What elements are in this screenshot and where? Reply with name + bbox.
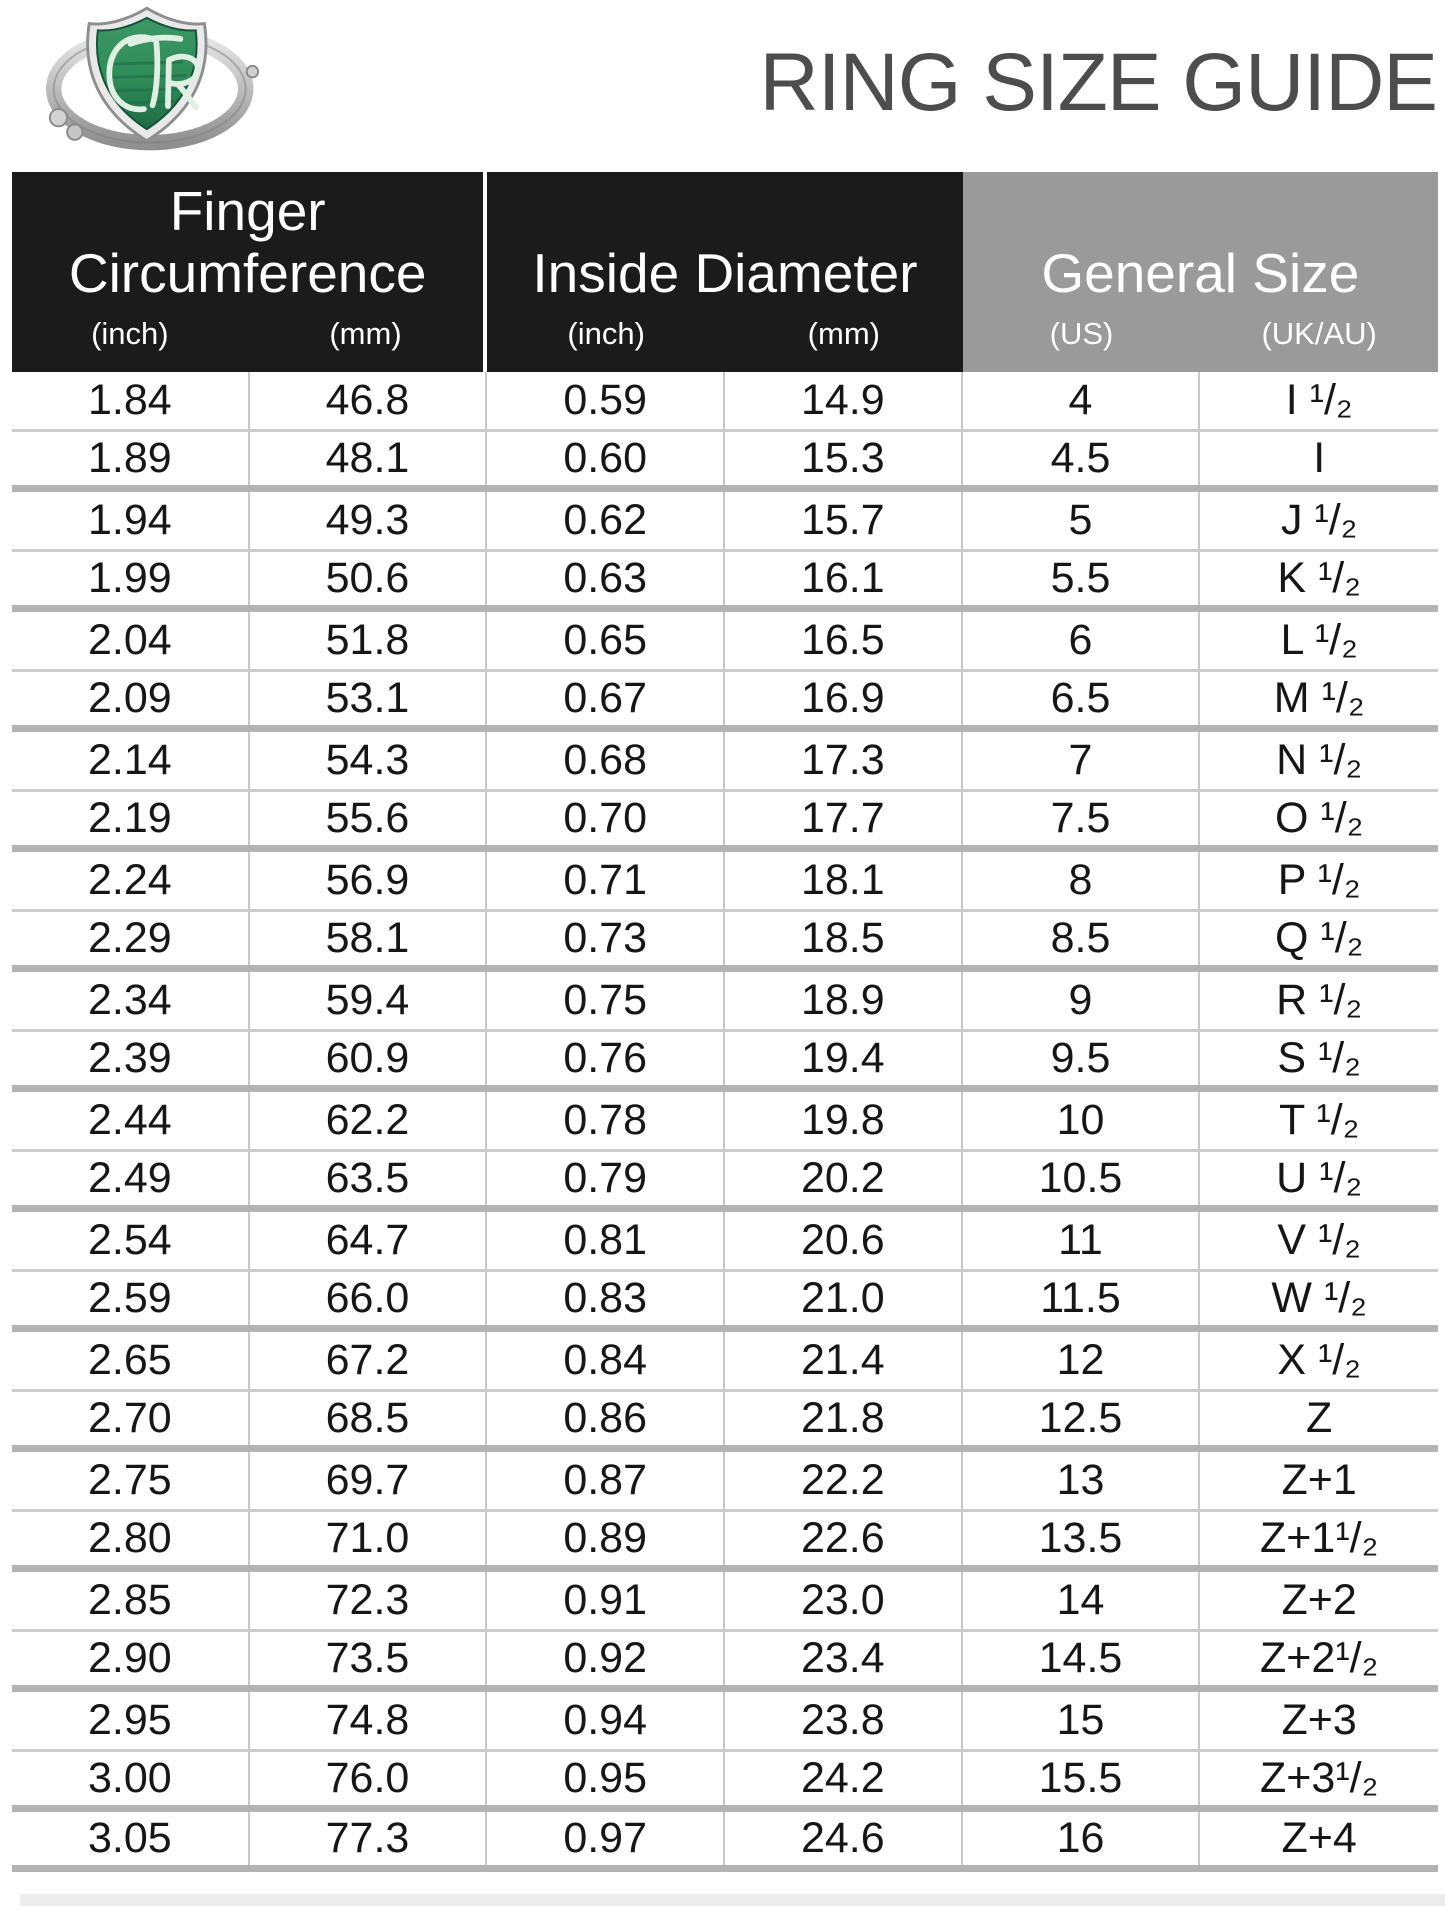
table-cell: 12 bbox=[963, 1332, 1201, 1389]
table-cell: 0.68 bbox=[487, 732, 725, 789]
subheader-inch: (inch) bbox=[91, 316, 169, 351]
table-cell: 2.95 bbox=[12, 1692, 250, 1749]
table-cell: 49.3 bbox=[250, 492, 488, 549]
table-cell: 16 bbox=[963, 1812, 1201, 1865]
table-cell: 22.2 bbox=[725, 1452, 963, 1509]
table-row bbox=[12, 492, 1438, 552]
table-cell: 15.3 bbox=[725, 432, 963, 485]
table-cell: 4 bbox=[963, 372, 1201, 429]
table-cell: 62.2 bbox=[250, 1092, 488, 1149]
table-cell: W ¹/₂ bbox=[1271, 1274, 1367, 1322]
table-row bbox=[12, 852, 1438, 912]
table-cell: 3.00 bbox=[12, 1752, 250, 1805]
table-cell: 24.6 bbox=[725, 1812, 963, 1865]
table-cell: 77.3 bbox=[250, 1812, 488, 1865]
page-title: RING SIZE GUIDE bbox=[759, 37, 1437, 128]
table-cell: 2.49 bbox=[12, 1152, 250, 1205]
table-cell: 0.92 bbox=[487, 1632, 725, 1685]
table-cell: 2.24 bbox=[12, 852, 250, 909]
header-finger-circumference bbox=[12, 172, 487, 372]
header-group-label: General Size bbox=[1041, 242, 1360, 304]
table-cell: 0.76 bbox=[487, 1032, 725, 1085]
table-cell: 58.1 bbox=[250, 912, 488, 965]
table-cell: 1.99 bbox=[12, 552, 250, 605]
header-group-label: Inside Diameter bbox=[532, 242, 918, 304]
table-row bbox=[12, 1512, 1438, 1572]
subheader-mm: (mm) bbox=[329, 316, 402, 351]
table-cell: 0.81 bbox=[487, 1212, 725, 1269]
table-row bbox=[12, 1272, 1438, 1332]
table-cell: I ¹/₂ bbox=[1285, 376, 1353, 424]
table-cell: 18.5 bbox=[725, 912, 963, 965]
table-cell: 60.9 bbox=[250, 1032, 488, 1085]
table-cell: 0.91 bbox=[487, 1572, 725, 1629]
table-cell: 15.5 bbox=[963, 1752, 1201, 1805]
table-cell: R ¹/₂ bbox=[1276, 976, 1363, 1024]
table-cell: 6.5 bbox=[963, 672, 1201, 725]
table-cell: 11 bbox=[963, 1212, 1201, 1269]
table-row bbox=[12, 912, 1438, 972]
table-cell: 2.44 bbox=[12, 1092, 250, 1149]
table-cell: 0.84 bbox=[487, 1332, 725, 1389]
table-cell: 48.1 bbox=[250, 432, 488, 485]
header-general-size bbox=[963, 172, 1438, 372]
table-cell: Z+1¹/₂ bbox=[1260, 1514, 1379, 1562]
page-header bbox=[0, 0, 1445, 172]
header-subcolumns bbox=[963, 308, 1438, 372]
header-subcolumns bbox=[12, 308, 483, 372]
table-cell: Z+3 bbox=[1281, 1696, 1357, 1744]
table-cell: S ¹/₂ bbox=[1277, 1034, 1361, 1082]
table-cell: 0.60 bbox=[487, 432, 725, 485]
table-cell: 10 bbox=[963, 1092, 1201, 1149]
table-cell: 64.7 bbox=[250, 1212, 488, 1269]
table-cell: 21.0 bbox=[725, 1272, 963, 1325]
table-cell: 0.94 bbox=[487, 1692, 725, 1749]
table-cell: X ¹/₂ bbox=[1277, 1336, 1361, 1384]
table-cell: 5 bbox=[963, 492, 1201, 549]
table-cell: 50.6 bbox=[250, 552, 488, 605]
table-cell: 0.95 bbox=[487, 1752, 725, 1805]
table-cell: 18.9 bbox=[725, 972, 963, 1029]
table-cell: Z+2 bbox=[1281, 1576, 1357, 1624]
table-cell: K ¹/₂ bbox=[1277, 554, 1361, 602]
table-header bbox=[12, 172, 1438, 372]
table-cell: 59.4 bbox=[250, 972, 488, 1029]
subheader-mm: (mm) bbox=[807, 316, 880, 351]
footer-band bbox=[20, 1894, 1445, 1906]
table-cell: 0.62 bbox=[487, 492, 725, 549]
table-cell: 46.8 bbox=[250, 372, 488, 429]
table-cell: 0.63 bbox=[487, 552, 725, 605]
table-cell: L ¹/₂ bbox=[1280, 616, 1358, 664]
table-cell: 16.5 bbox=[725, 612, 963, 669]
table-cell: T ¹/₂ bbox=[1278, 1096, 1360, 1144]
table-cell: 2.19 bbox=[12, 792, 250, 845]
table-cell: 17.3 bbox=[725, 732, 963, 789]
subheader-inch: (inch) bbox=[567, 316, 645, 351]
table-row bbox=[12, 1692, 1438, 1752]
table-cell: Z+3¹/₂ bbox=[1260, 1754, 1379, 1802]
table-row bbox=[12, 1812, 1438, 1872]
table-cell: 0.59 bbox=[487, 372, 725, 429]
table-row bbox=[12, 732, 1438, 792]
table-cell: 72.3 bbox=[250, 1572, 488, 1629]
table-cell: M ¹/₂ bbox=[1273, 674, 1365, 722]
table-cell: 56.9 bbox=[250, 852, 488, 909]
table-cell: 13 bbox=[963, 1452, 1201, 1509]
table-cell: 1.89 bbox=[12, 432, 250, 485]
table-cell: J ¹/₂ bbox=[1280, 496, 1358, 544]
table-row bbox=[12, 672, 1438, 732]
subheader-uk-au: (UK/AU) bbox=[1261, 316, 1377, 351]
table-cell: 2.90 bbox=[12, 1632, 250, 1685]
table-cell: 20.2 bbox=[725, 1152, 963, 1205]
table-cell: 23.0 bbox=[725, 1572, 963, 1629]
table-row bbox=[12, 792, 1438, 852]
table-cell: 14 bbox=[963, 1572, 1201, 1629]
ring-size-table bbox=[12, 172, 1438, 1872]
table-cell: 4.5 bbox=[963, 432, 1201, 485]
table-cell: 15 bbox=[963, 1692, 1201, 1749]
table-cell: 7.5 bbox=[963, 792, 1201, 845]
table-row bbox=[12, 1212, 1438, 1272]
table-cell: 2.75 bbox=[12, 1452, 250, 1509]
table-cell: N ¹/₂ bbox=[1276, 736, 1363, 784]
table-cell: 14.5 bbox=[963, 1632, 1201, 1685]
table-cell: I bbox=[1313, 434, 1326, 482]
table-cell: 19.4 bbox=[725, 1032, 963, 1085]
table-cell: 2.80 bbox=[12, 1512, 250, 1565]
table-cell: 0.73 bbox=[487, 912, 725, 965]
table-row bbox=[12, 972, 1438, 1032]
table-cell: 19.8 bbox=[725, 1092, 963, 1149]
table-cell: 10.5 bbox=[963, 1152, 1201, 1205]
table-cell: 0.97 bbox=[487, 1812, 725, 1865]
table-row bbox=[12, 1332, 1438, 1392]
table-cell: Z+1 bbox=[1281, 1456, 1357, 1504]
table-cell: 69.7 bbox=[250, 1452, 488, 1509]
table-cell: 67.2 bbox=[250, 1332, 488, 1389]
table-row bbox=[12, 552, 1438, 612]
table-cell: 0.89 bbox=[487, 1512, 725, 1565]
ctr-ring-logo bbox=[22, 2, 262, 170]
table-row bbox=[12, 432, 1438, 492]
table-cell: 0.65 bbox=[487, 612, 725, 669]
table-cell: 9 bbox=[963, 972, 1201, 1029]
table-cell: 0.75 bbox=[487, 972, 725, 1029]
table-row bbox=[12, 1452, 1438, 1512]
table-cell: 1.94 bbox=[12, 492, 250, 549]
table-row bbox=[12, 1572, 1438, 1632]
table-row bbox=[12, 1032, 1438, 1092]
table-cell: 13.5 bbox=[963, 1512, 1201, 1565]
table-cell: Z+2¹/₂ bbox=[1260, 1634, 1379, 1682]
table-cell: 2.14 bbox=[12, 732, 250, 789]
table-cell: 0.79 bbox=[487, 1152, 725, 1205]
table-cell: 18.1 bbox=[725, 852, 963, 909]
table-cell: 66.0 bbox=[250, 1272, 488, 1325]
table-cell: Z+4 bbox=[1281, 1814, 1357, 1862]
table-cell: 12.5 bbox=[963, 1392, 1201, 1445]
table-cell: 71.0 bbox=[250, 1512, 488, 1565]
table-cell: 15.7 bbox=[725, 492, 963, 549]
table-row bbox=[12, 1392, 1438, 1452]
table-cell: 2.09 bbox=[12, 672, 250, 725]
table-cell: 0.70 bbox=[487, 792, 725, 845]
table-cell: 16.1 bbox=[725, 552, 963, 605]
table-cell: 51.8 bbox=[250, 612, 488, 669]
table-row bbox=[12, 1632, 1438, 1692]
table-cell: 2.34 bbox=[12, 972, 250, 1029]
table-cell: 76.0 bbox=[250, 1752, 488, 1805]
table-row bbox=[12, 1092, 1438, 1152]
table-cell: Z bbox=[1306, 1394, 1333, 1442]
table-cell: P ¹/₂ bbox=[1277, 856, 1361, 904]
table-cell: 74.8 bbox=[250, 1692, 488, 1749]
table-cell: 6 bbox=[963, 612, 1201, 669]
header-group-label: Finger Circumference bbox=[68, 180, 427, 304]
table-cell: 17.7 bbox=[725, 792, 963, 845]
table-cell: 7 bbox=[963, 732, 1201, 789]
table-cell: 16.9 bbox=[725, 672, 963, 725]
table-cell: 2.54 bbox=[12, 1212, 250, 1269]
table-cell: 53.1 bbox=[250, 672, 488, 725]
table-cell: 2.85 bbox=[12, 1572, 250, 1629]
table-cell: 1.84 bbox=[12, 372, 250, 429]
table-cell: 2.70 bbox=[12, 1392, 250, 1445]
table-cell: 14.9 bbox=[725, 372, 963, 429]
table-cell: 0.67 bbox=[487, 672, 725, 725]
table-cell: 2.65 bbox=[12, 1332, 250, 1389]
table-cell: 2.59 bbox=[12, 1272, 250, 1325]
header-subcolumns bbox=[487, 308, 962, 372]
table-cell: 63.5 bbox=[250, 1152, 488, 1205]
table-cell: 0.83 bbox=[487, 1272, 725, 1325]
ctr-ring-icon bbox=[22, 2, 262, 170]
table-cell: 5.5 bbox=[963, 552, 1201, 605]
table-cell: 68.5 bbox=[250, 1392, 488, 1445]
table-cell: 0.71 bbox=[487, 852, 725, 909]
table-cell: 73.5 bbox=[250, 1632, 488, 1685]
subheader-us: (US) bbox=[1049, 316, 1114, 351]
table-cell: 0.86 bbox=[487, 1392, 725, 1445]
table-cell: V ¹/₂ bbox=[1277, 1216, 1361, 1264]
table-cell: 0.78 bbox=[487, 1092, 725, 1149]
table-cell: 2.29 bbox=[12, 912, 250, 965]
table-cell: 23.4 bbox=[725, 1632, 963, 1685]
table-cell: U ¹/₂ bbox=[1276, 1154, 1363, 1202]
table-cell: 22.6 bbox=[725, 1512, 963, 1565]
table-cell: 54.3 bbox=[250, 732, 488, 789]
table-cell: 21.4 bbox=[725, 1332, 963, 1389]
table-row bbox=[12, 1752, 1438, 1812]
table-cell: 20.6 bbox=[725, 1212, 963, 1269]
table-cell: 55.6 bbox=[250, 792, 488, 845]
table-cell: 2.04 bbox=[12, 612, 250, 669]
table-cell: 9.5 bbox=[963, 1032, 1201, 1085]
table-cell: 21.8 bbox=[725, 1392, 963, 1445]
table-cell: O ¹/₂ bbox=[1274, 794, 1364, 842]
table-cell: 8 bbox=[963, 852, 1201, 909]
table-cell: 3.05 bbox=[12, 1812, 250, 1865]
table-cell: 0.87 bbox=[487, 1452, 725, 1509]
table-cell: 11.5 bbox=[963, 1272, 1201, 1325]
table-cell: 23.8 bbox=[725, 1692, 963, 1749]
table-cell: 2.39 bbox=[12, 1032, 250, 1085]
table-row bbox=[12, 372, 1438, 432]
table-cell: 8.5 bbox=[963, 912, 1201, 965]
table-row bbox=[12, 612, 1438, 672]
table-body bbox=[12, 372, 1438, 1872]
table-cell: Q ¹/₂ bbox=[1274, 914, 1364, 962]
table-row bbox=[12, 1152, 1438, 1212]
header-inside-diameter bbox=[487, 172, 962, 372]
table-cell: 24.2 bbox=[725, 1752, 963, 1805]
